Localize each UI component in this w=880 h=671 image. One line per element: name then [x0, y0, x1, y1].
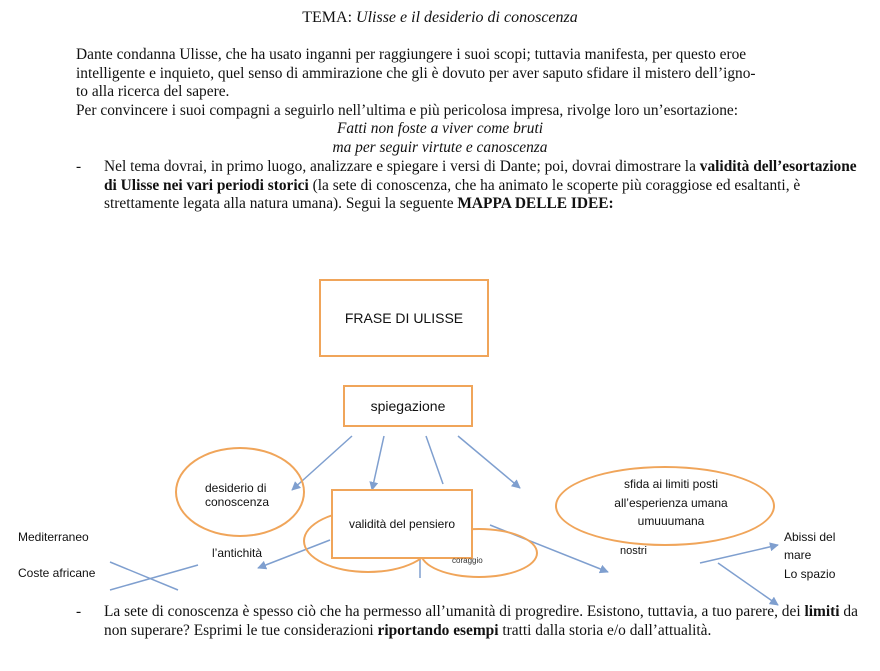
- intro-line-1: Dante condanna Ulisse, che ha usato inganni per raggiungere i suoi scopi; tuttavia manifesta, per questo eroe: [76, 46, 747, 63]
- box-spiegazione: [343, 385, 473, 427]
- abissi-label-2: mare: [784, 548, 812, 562]
- bullet-1-text-b: (la sete di conoscenza, che ha animato le scoperte più coraggiose ed esaltanti, è strettamente legata alla natura umana). Segui la seguente: [104, 176, 801, 212]
- mediterraneo-label: Mediterraneo: [18, 530, 89, 544]
- bullet-2-text-c: tratti dalla storia e/o dall’attualità.: [498, 621, 712, 639]
- bullet-1-bold-b: MAPPA DELLE IDEE:: [457, 195, 614, 212]
- arrow-to-abissi: [700, 545, 778, 563]
- spazio-label: Lo spazio: [784, 567, 836, 581]
- box-validita: [331, 489, 473, 559]
- spiegazione-label: spiegazione: [370, 398, 446, 414]
- intro-line-4: Per convincere i suoi compagni a seguirlo nell’ultima e più pericolosa impresa, rivolge loro un’esortazione:: [76, 101, 739, 119]
- intro-line-2: intelligente e inquieto, quel senso di ammirazione che gli è dovuto per aver saputo sfidare il mistero dell’igno-: [76, 64, 756, 82]
- cross-line-a: [110, 562, 178, 590]
- bullet-dash-2: -: [76, 603, 82, 620]
- bullet-2-bold-b: riportando esempi: [377, 621, 499, 639]
- bullet-2-text-a: La sete di conoscenza è spesso ciò che ha permesso all’umanità di progredire. Esistono, tuttavia, a tuo parere, dei: [104, 603, 805, 620]
- bullet-2-text-b: da non superare? Esprimi le tue considerazioni: [104, 603, 858, 639]
- bullet-1-bold-a: validità dell’esortazione di Ulisse nei vari periodi storici: [104, 158, 857, 194]
- bullet-2-text: [104, 603, 864, 640]
- desiderio-label: desiderio di conoscenza: [205, 481, 270, 509]
- sfida-label-1: sfida ai limiti posti: [623, 477, 719, 491]
- arrow-to-validita-right: [426, 436, 443, 484]
- arrow-to-spazio: [718, 563, 778, 605]
- cross-line-b: [110, 565, 198, 590]
- validita-label: validità del pensiero: [348, 517, 456, 531]
- quote-line-1: Fatti non foste a viver come bruti: [336, 120, 544, 137]
- nostri-label: nostri: [620, 545, 647, 557]
- coste-africane-label: Coste africane: [18, 566, 96, 580]
- instruction-bullet-2: [76, 603, 866, 665]
- frase-label: FRASE DI ULISSE: [344, 310, 464, 326]
- abissi-label-1: Abissi del: [784, 530, 836, 544]
- antichita-label: l’antichità: [212, 546, 263, 560]
- box-frase-di-ulisse: [319, 279, 489, 357]
- sfida-label-3: umuuumana: [637, 514, 705, 528]
- intro-line-3: to alla ricerca del sapere.: [76, 83, 230, 100]
- bullet-2-bold-a: limiti: [804, 603, 840, 620]
- arrow-to-validita-left: [372, 436, 384, 490]
- sfida-label-2: all’esperienza umana: [614, 496, 728, 510]
- bullet-1-text-a: Nel tema dovrai, in primo luogo, analizzare e spiegare i versi di Dante; poi, dovrai dimostrare la: [104, 158, 700, 175]
- arrow-to-sfida: [458, 436, 520, 488]
- coraggio-label: coraggio: [452, 556, 483, 565]
- title-prefix: TEMA:: [302, 9, 357, 26]
- title-italic: Ulisse e il desiderio di conoscenza: [356, 9, 578, 26]
- bullet-dash: -: [76, 158, 82, 175]
- quote-line-2: ma per seguir virtute e canoscenza: [332, 139, 548, 156]
